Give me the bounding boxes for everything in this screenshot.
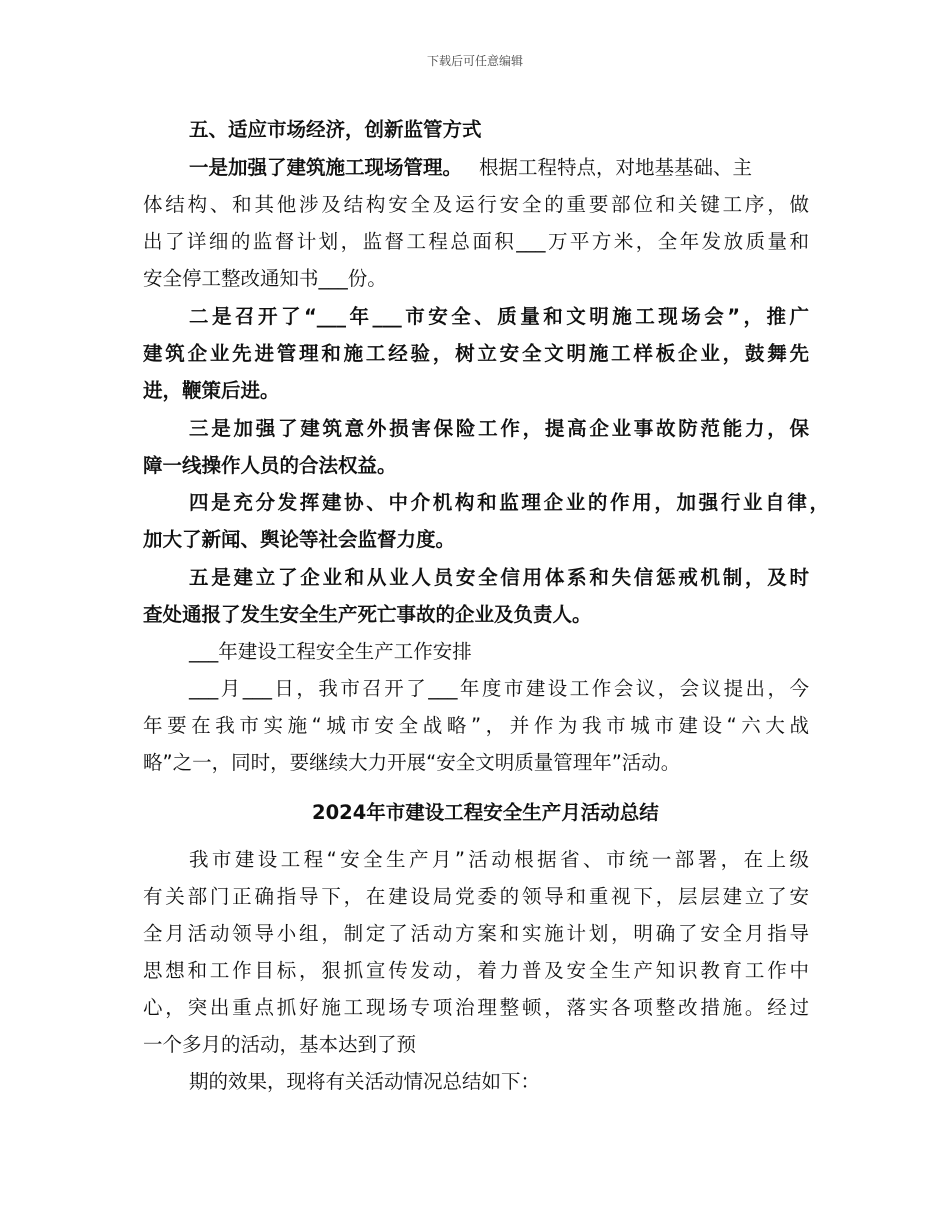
paragraph-line: 安全停工整改通知书___份。 <box>143 267 387 290</box>
paragraph-line: 全月活动领导小组，制定了活动方案和实施计划，明确了安全月指导 <box>143 922 809 945</box>
paragraph-line: 一是加强了建筑施工现场管理。 <box>189 156 463 179</box>
paragraph-line: 一个多月的活动，基本达到了预 <box>143 1033 417 1056</box>
paragraph-line: 障一线操作人员的合法权益。 <box>143 454 397 477</box>
paragraph-line: 加大了新闻、舆论等社会监督力度。 <box>143 528 456 551</box>
paragraph-line: 四是充分发挥建协、中介机构和监理企业的作用，加强行业自律， <box>189 491 829 514</box>
paragraph-line: 我市建设工程“安全生产月”活动根据省、市统一部署，在上级 <box>189 848 809 871</box>
paragraph-line: 期的效果，现将有关活动情况总结如下： <box>189 1070 541 1093</box>
paragraph-line: 思想和工作目标，狠抓宣传发动，着力普及安全生产知识教育工作中 <box>143 959 809 982</box>
section-heading: 五、适应市场经济，创新监管方式 <box>189 118 482 141</box>
paragraph-line: 心，突出重点抓好施工现场专项治理整顿，落实各项整改措施。经过 <box>143 996 809 1019</box>
paragraph-line: 出了详细的监督计划，监督工程总面积___万平方米，全年发放质量和 <box>143 230 809 253</box>
article-title: 2024年市建设工程安全生产月活动总结 <box>312 801 659 824</box>
paragraph-line: 年要在我市实施“城市安全战略”，并作为我市城市建设“六大战 <box>143 714 809 737</box>
paragraph-line: 有关部门正确指导下，在建设局党委的领导和重视下，层层建立了安 <box>143 885 809 908</box>
page-header: 下载后可任意编辑 <box>426 54 523 68</box>
paragraph-line: 进，鞭策后进。 <box>143 379 280 402</box>
paragraph-line: 查处通报了发生安全生产死亡事故的企业及负责人。 <box>143 603 592 626</box>
paragraph-line: 二是召开了“___年___市安全、质量和文明施工现场会”，推广 <box>189 305 809 328</box>
paragraph-line: 建筑企业先进管理和施工经验，树立安全文明施工样板企业，鼓舞先 <box>143 342 809 365</box>
paragraph-line: ___月___日，我市召开了___年度市建设工作会议，会议提出，今 <box>189 677 809 700</box>
paragraph-line: 体结构、和其他涉及结构安全及运行安全的重要部位和关键工序，做 <box>143 193 809 216</box>
paragraph-line: 略”之一，同时，要继续大力开展“安全文明质量管理年”活动。 <box>143 751 681 774</box>
paragraph-line: 根据工程特点，对地基基础、主 <box>479 156 753 179</box>
paragraph-line: 三是加强了建筑意外损害保险工作，提高企业事故防范能力，保 <box>189 417 809 440</box>
paragraph-line: 五是建立了企业和从业人员安全信用体系和失信惩戒机制，及时 <box>189 566 809 589</box>
paragraph-line: ___年建设工程安全生产工作安排 <box>189 640 472 663</box>
